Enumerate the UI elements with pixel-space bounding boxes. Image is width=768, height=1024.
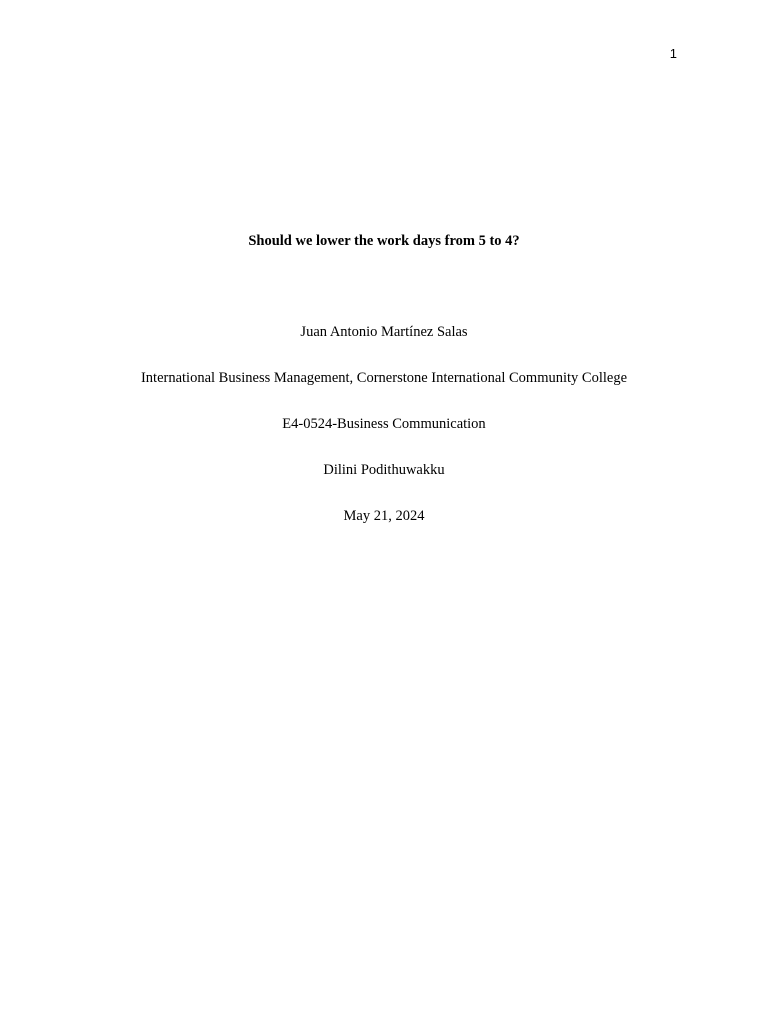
due-date: May 21, 2024 — [343, 508, 425, 524]
instructor-name: Dilini Podithuwakku — [323, 462, 445, 478]
page-number: 1 — [669, 46, 677, 61]
course-name: E4-0524-Business Communication — [282, 416, 486, 432]
author-name: Juan Antonio Martínez Salas — [300, 324, 468, 340]
paper-title: Should we lower the work days from 5 to 4? — [248, 233, 520, 249]
institutional-affiliation: International Business Management, Cornerstone International Community College — [140, 370, 628, 386]
